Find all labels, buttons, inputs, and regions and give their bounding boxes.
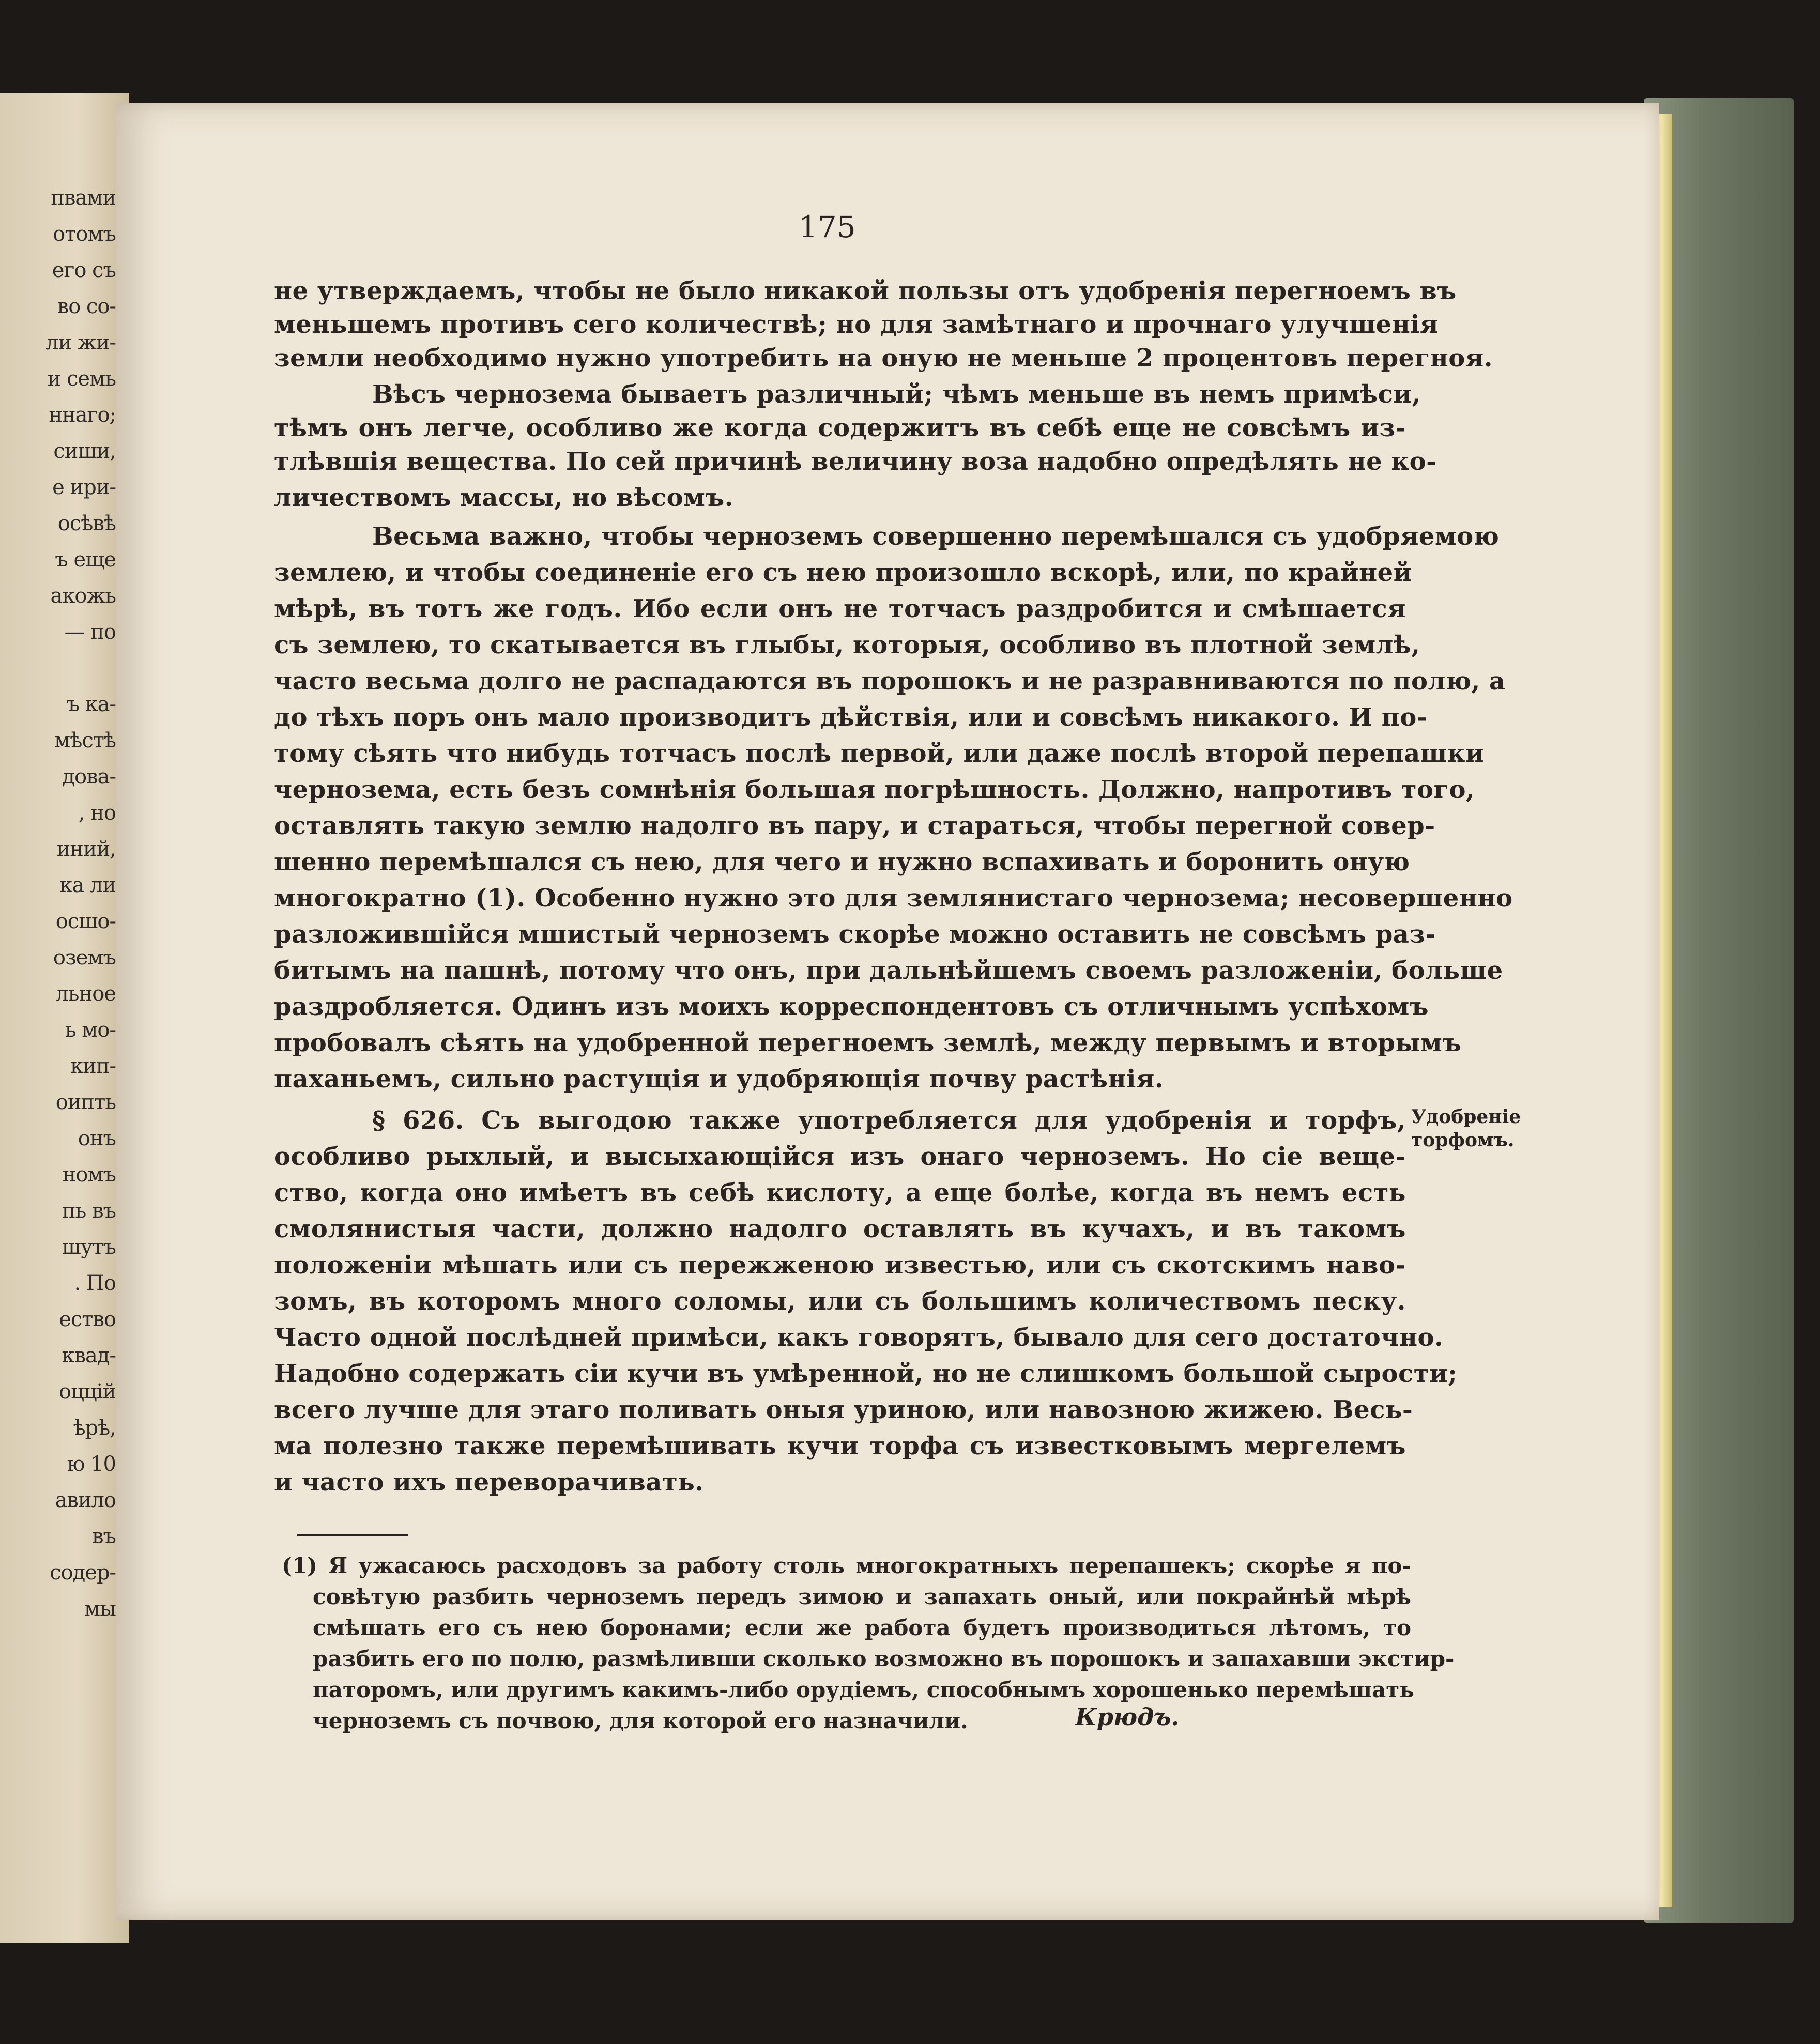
left-page-fragment: мы [84,1597,116,1621]
text-line: ма полезно также перемѣшивать кучи торфа съ известковымъ мергелемъ [274,1432,1406,1461]
left-page-fragment: ка ли [59,873,116,897]
left-page-fragment: во со- [57,295,116,318]
left-page-fragment: оипть [55,1090,116,1114]
left-page-fragment: ество [59,1308,116,1331]
text-line: тлѣвшія вещества. По сей причинѣ величину воза надобно опредѣлять не ко- [274,447,1437,476]
left-page-fragment: льное [55,982,116,1006]
page-number: 175 [799,209,856,244]
text-line: до тѣхъ поръ онъ мало производитъ дѣйствія, или и совсѣмъ никакого. И по- [274,703,1428,732]
footnote-line: (1) Я ужасаюсь расходовъ за работу столь многократныхъ перепашекъ; скорѣе я по- [282,1553,1411,1578]
left-page-fragment: оццій [59,1380,116,1404]
text-line: раздробляется. Одинъ изъ моихъ корреспондентовъ съ отличнымъ успѣхомъ [274,992,1429,1021]
left-page-fragment: содер- [50,1561,116,1585]
left-page-fragment: отомъ [53,222,116,246]
left-page-fragment: ь мо- [65,1018,116,1042]
left-page-fragment: ннаго; [49,403,116,427]
footnote-line: паторомъ, или другимъ какимъ-либо орудіемъ, способнымъ хорошенько перемѣшать [313,1677,1414,1702]
text-line: чернозема, есть безъ сомнѣнія большая погрѣшность. Должно, напротивъ того, [274,775,1475,804]
text-line: не утверждаемъ, чтобы не было никакой пользы отъ удобренія перегноемъ въ [274,276,1457,305]
text-line: смолянистыя части, должно надолго оставлять въ кучахъ, и въ такомъ [274,1215,1406,1243]
footnote-line: разбить его по полю, размѣливши сколько возможно въ порошокъ и запахавши экстир- [313,1646,1455,1671]
left-page-fragment: пь въ [62,1199,116,1223]
text-line: Весьма важно, чтобы черноземъ совершенно перемѣшался съ удобряемою [372,522,1500,551]
left-page-fragment: онъ [78,1127,116,1150]
left-page-fragment: оземъ [53,946,116,970]
text-line: положеніи мѣшать или съ пережженою известью, или съ скотскимъ наво- [274,1251,1406,1280]
left-page-fragment: въ [92,1525,116,1548]
left-page-fragment: сиши, [53,439,116,463]
left-page-fragment: иний, [56,837,116,861]
left-page-fragment: и семь [47,367,116,391]
text-line: оставлять такую землю надолго въ пару, и стараться, чтобы перегной совер- [274,811,1435,840]
text-line: Часто одной послѣдней примѣси, какъ говорятъ, бывало для сего достаточно. [274,1323,1444,1352]
footnote-signature: Крюдъ. [1075,1703,1180,1731]
left-page-fragment: ъ еще [55,548,116,572]
text-line: и часто ихъ переворачивать. [274,1468,704,1497]
footnote-line: смѣшать его съ нею боронами; если же работа будетъ производиться лѣтомъ, то [313,1615,1411,1640]
text-line: пробовалъ сѣять на удобренной перегноемъ землѣ, между первымъ и вторымъ [274,1028,1462,1057]
text-line: мѣрѣ, въ тотъ же годъ. Ибо если онъ не тотчасъ раздробится и смѣшается [274,594,1406,623]
left-page-fragment: номъ [62,1163,116,1187]
text-line: битымъ на пашнѣ, потому что онъ, при дальнѣйшемъ своемъ разложеніи, больше [274,956,1503,985]
left-page-fragment: дова- [62,765,116,789]
left-page-fragment: осѣвѣ [57,512,116,535]
text-line: Надобно содержать сіи кучи въ умѣренной, но не слишкомъ большой сырости; [274,1359,1458,1388]
footnote-line: черноземъ съ почвою, для которой его назначили. [313,1708,968,1733]
margin-note: торфомъ. [1411,1129,1515,1151]
left-page-fragment: — по [64,620,116,644]
text-line: съ землею, то скатывается въ глыбы, которыя, особливо въ плотной землѣ, [274,631,1420,659]
left-page-fragment: авило [55,1488,116,1512]
left-page-fragment: ѣрѣ, [73,1416,116,1440]
left-page-fragment: мѣстѣ [54,729,116,752]
text-line: тому сѣять что нибудь тотчасъ послѣ первой, или даже послѣ второй перепашки [274,739,1485,768]
text-line: Вѣсъ чернозема бываетъ различный; чѣмъ меньше въ немъ примѣси, [372,380,1421,409]
text-line: шенно перемѣшался съ нею, для чего и нужно вспахивать и боронить оную [274,848,1410,877]
left-page-fragment: квад- [62,1344,116,1367]
text-line: разложившійся мшистый черноземъ скорѣе можно оставить не совсѣмъ раз- [274,920,1436,949]
text-line: особливо рыхлый, и высыхающійся изъ онаго черноземъ. Но сіе веще- [274,1142,1406,1171]
left-page-fragment: осшо- [55,910,116,933]
footnote-line: совѣтую разбить черноземъ передъ зимою и запахать оный, или покрайнѣй мѣрѣ [313,1584,1411,1609]
left-page-fragment: его съ [52,258,116,282]
left-page-fragment: акожь [50,584,116,608]
text-line: всего лучше для этаго поливать оныя уриною, или навозною жижею. Весь- [274,1395,1413,1424]
text-line: личествомъ массы, но вѣсомъ. [274,483,733,512]
margin-note: Удобреніе [1411,1106,1521,1128]
text-line: землею, и чтобы соединеніе его съ нею произошло вскорѣ, или, по крайней [274,558,1412,587]
text-line: часто весьма долго не распадаются въ порошокъ и не разравниваются по полю, а [274,667,1506,696]
text-line: меньшемъ противъ сего количествѣ; но для замѣтнаго и прочнаго улучшенія [274,310,1439,339]
text-line: тѣмъ онъ легче, особливо же когда содержитъ въ себѣ еще не совсѣмъ из- [274,413,1406,442]
text-line: ство, когда оно имѣетъ въ себѣ кислоту, а еще болѣе, когда въ немъ есть [274,1178,1406,1207]
left-page-fragment: ю 10 [67,1452,116,1476]
left-page-fragment: шутъ [62,1235,116,1259]
text-line: зомъ, въ которомъ много соломы, или съ большимъ количествомъ песку. [274,1287,1406,1316]
left-page-fragment: . По [74,1271,116,1295]
text-line: § 626. Съ выгодою также употребляется для удобренія и торфъ, [372,1106,1406,1135]
left-facing-page [0,93,129,1943]
text-line: паханьемъ, сильно растущія и удобряющія почву растѣнія. [274,1065,1164,1094]
footnote-rule [297,1534,408,1536]
left-page-fragment: ъ ка- [66,693,116,716]
left-page-fragment: , но [78,801,116,825]
left-page-fragment: пвами [51,186,116,210]
left-page-fragment: ли жи- [45,331,116,355]
text-line: земли необходимо нужно употребить на оную не меньше 2 процентовъ перегноя. [274,344,1493,373]
text-line: многократно (1). Особенно нужно это для землянистаго чернозема; несовершенно [274,884,1513,913]
left-page-fragment: кип- [70,1054,116,1078]
left-page-fragment: е ири- [52,475,116,499]
